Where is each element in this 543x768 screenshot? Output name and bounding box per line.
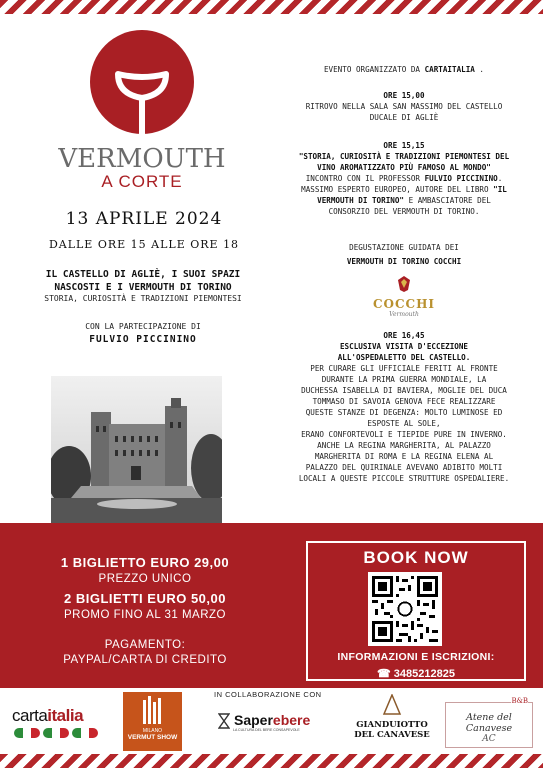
- organizer-prefix: EVENTO ORGANIZZATO DA: [323, 65, 425, 74]
- text-segment: INCONTRO CON IL PROFESSOR: [305, 174, 425, 183]
- visit-text: MARGHERITA DI ROMA E LA REGINA ELENA AL: [314, 452, 494, 461]
- visit-text: PALAZZO DEL QUIRINALE AVEVANO ADIBITO MOLTI: [305, 463, 503, 472]
- flag-icon: [14, 728, 40, 738]
- booking-info-label: INFORMAZIONI E ISCRIZIONI:: [337, 651, 495, 663]
- event-hours: DALLE ORE 15 ALLE ORE 18: [48, 238, 240, 251]
- gianduiotto-logo: [352, 694, 432, 740]
- atene-del-canavese-logo: [445, 697, 533, 748]
- visit-text: DUCHESSA ISABELLA DI BAVIERA, MOGLIE DEL DUCA: [301, 386, 507, 395]
- logo-text: Saper: [234, 712, 273, 728]
- flag-icon: [43, 728, 69, 738]
- single-ticket-note: PREZZO UNICO: [98, 573, 192, 585]
- single-ticket-price: 1 BIGLIETTO EURO 29,00: [60, 555, 230, 570]
- tasting-brand: VERMOUTH DI TORINO COCCHI: [346, 257, 462, 266]
- chocolate-icon: [382, 694, 402, 716]
- top-striped-border: [0, 0, 543, 14]
- text-segment: MASSIMO ESPERTO EUROPEO, AUTORE DEL LIBRO: [301, 185, 494, 194]
- visit-text: TOMMASO DI SAVOIA GENOVA FECE REALIZZARE: [312, 397, 496, 406]
- logo-circle: [90, 30, 194, 134]
- talk-title: VINO AROMATIZZATO PIÙ FAMOSO AL MONDO": [317, 163, 491, 172]
- cocchi-wordmark: COCCHI: [372, 297, 436, 311]
- speaker-name: FULVIO PICCININO: [424, 174, 498, 183]
- guest-intro: CON LA PARTECIPAZIONE DI: [85, 322, 201, 331]
- organizer-line: [272, 64, 536, 75]
- vermut-show-name: VERMUT SHOW: [127, 734, 178, 741]
- book-now-title: BOOK NOW: [363, 548, 469, 567]
- qr-code[interactable]: [368, 572, 442, 646]
- booking-phone[interactable]: ☎ 3485212825: [377, 668, 455, 680]
- program-time: ORE 16,45: [383, 331, 425, 340]
- text-segment: E AMBASCIATORE DEL: [404, 196, 491, 205]
- event-logo: [52, 30, 232, 192]
- organizer-name: CARTAITALIA: [424, 65, 475, 74]
- glass-icon: [90, 30, 194, 134]
- book-title: "IL: [493, 185, 507, 194]
- book-now-box[interactable]: [306, 541, 526, 681]
- logo-subtitle: A CORTE: [101, 172, 183, 191]
- program-item-1645: [272, 330, 536, 484]
- visit-title: ALL'OSPEDALETTO DEL CASTELLO.: [337, 353, 471, 362]
- program-time: ORE 15,00: [383, 91, 425, 100]
- event-subheadline: STORIA, CURIOSITÀ E TRADIZIONI PIEMONTESI: [44, 294, 242, 303]
- atene-monogram: AC: [482, 734, 496, 744]
- visit-text: DURANTE LA PRIMA GUERRA MONDIALE, LA: [321, 375, 487, 384]
- book-title: VERMOUTH DI TORINO": [317, 196, 404, 205]
- visit-title: ESCLUSIVA VISITA D'ECCEZIONE: [339, 342, 468, 351]
- tasting-block: [272, 242, 536, 267]
- payment-methods: PAYPAL/CARTA DI CREDITO: [63, 654, 227, 666]
- cartaitalia-logo: [12, 706, 83, 726]
- flag-icon: [72, 728, 98, 738]
- program-item-1500: [272, 90, 536, 123]
- vermut-show-city: MILANO: [142, 728, 163, 734]
- visit-text: PER CURARE GLI UFFICIALE FERITI AL FRONTE: [310, 364, 498, 373]
- italian-flags: [14, 728, 98, 738]
- headline-line: NASCOSTI E I VERMOUTH DI TORINO: [54, 282, 232, 293]
- logo-text: italia: [47, 706, 84, 725]
- program-text: CONSORZIO DEL VERMOUTH DI TORINO.: [328, 207, 480, 216]
- cocchi-logo: [366, 276, 442, 322]
- vermut-show-logo: [123, 692, 182, 751]
- double-ticket-price: 2 BIGLIETTI EURO 50,00: [64, 591, 226, 606]
- event-date: 13 APRILE 2024: [65, 209, 223, 229]
- logo-text: carta: [12, 706, 48, 725]
- visit-text: QUESTE STANZE DI DEGENZA: MOLTO LUMINOSE ED: [305, 408, 503, 417]
- visit-text: ANCHE LA REGINA MARGHERITA, AL PALAZZO: [317, 441, 491, 450]
- logo-text: ebere: [272, 712, 311, 728]
- text-segment: .: [497, 174, 503, 183]
- program-time: ORE 15,15: [383, 141, 425, 150]
- double-ticket-note: PROMO FINO AL 31 MARZO: [63, 609, 227, 621]
- skyline-icon: [123, 692, 182, 726]
- program-text: DUCALE DI AGLIÈ: [369, 113, 439, 122]
- gianduiotto-line: GIANDUIOTTO: [356, 720, 428, 730]
- atene-name: Atene del Canavese: [465, 712, 513, 734]
- event-headline: [18, 268, 268, 294]
- tasting-line: DEGUSTAZIONE GUIDATA DEI: [349, 243, 459, 252]
- program-text: RITROVO NELLA SALA SAN MASSIMO DEL CASTELLO: [305, 102, 503, 111]
- gianduiotto-line: DEL CANAVESE: [354, 730, 430, 740]
- hourglass-icon: [218, 713, 230, 729]
- program-text: [272, 195, 536, 206]
- visit-text: ERANO CONFORTEVOLI E TIEPIDE PURE IN INVERNO.: [301, 430, 507, 439]
- bnb-badge: B&B: [511, 697, 528, 705]
- guest-name: FULVIO PICCININO: [89, 334, 197, 345]
- program-text: [272, 184, 536, 195]
- saperebere-tagline: LA CULTURA DEL BERE CONSAPEVOLE: [233, 728, 300, 732]
- logo-title: VERMOUTH: [58, 144, 226, 174]
- program-item-1515: [272, 140, 536, 217]
- saperebere-logo: [234, 712, 310, 728]
- organizer-suffix: .: [474, 65, 485, 74]
- visit-text: LOCALI A QUESTE PICCOLE STRUTTURE OSPEDALIERE.: [298, 474, 510, 483]
- bottom-striped-border: [0, 754, 543, 768]
- payment-label: PAGAMENTO:: [104, 639, 186, 651]
- collaboration-label: IN COLLABORAZIONE CON: [214, 690, 322, 699]
- program-text: [272, 173, 536, 184]
- headline-line: IL CASTELLO DI AGLIÈ, I SUOI SPAZI: [45, 269, 241, 280]
- crest-icon: [397, 276, 411, 292]
- visit-text: ESPOSTE AL SOLE,: [367, 419, 441, 428]
- talk-title: "STORIA, CURIOSITÀ E TRADIZIONI PIEMONTESI DEL: [298, 152, 510, 161]
- cocchi-script: Vermouth: [389, 311, 419, 318]
- castle-photo: [51, 376, 222, 523]
